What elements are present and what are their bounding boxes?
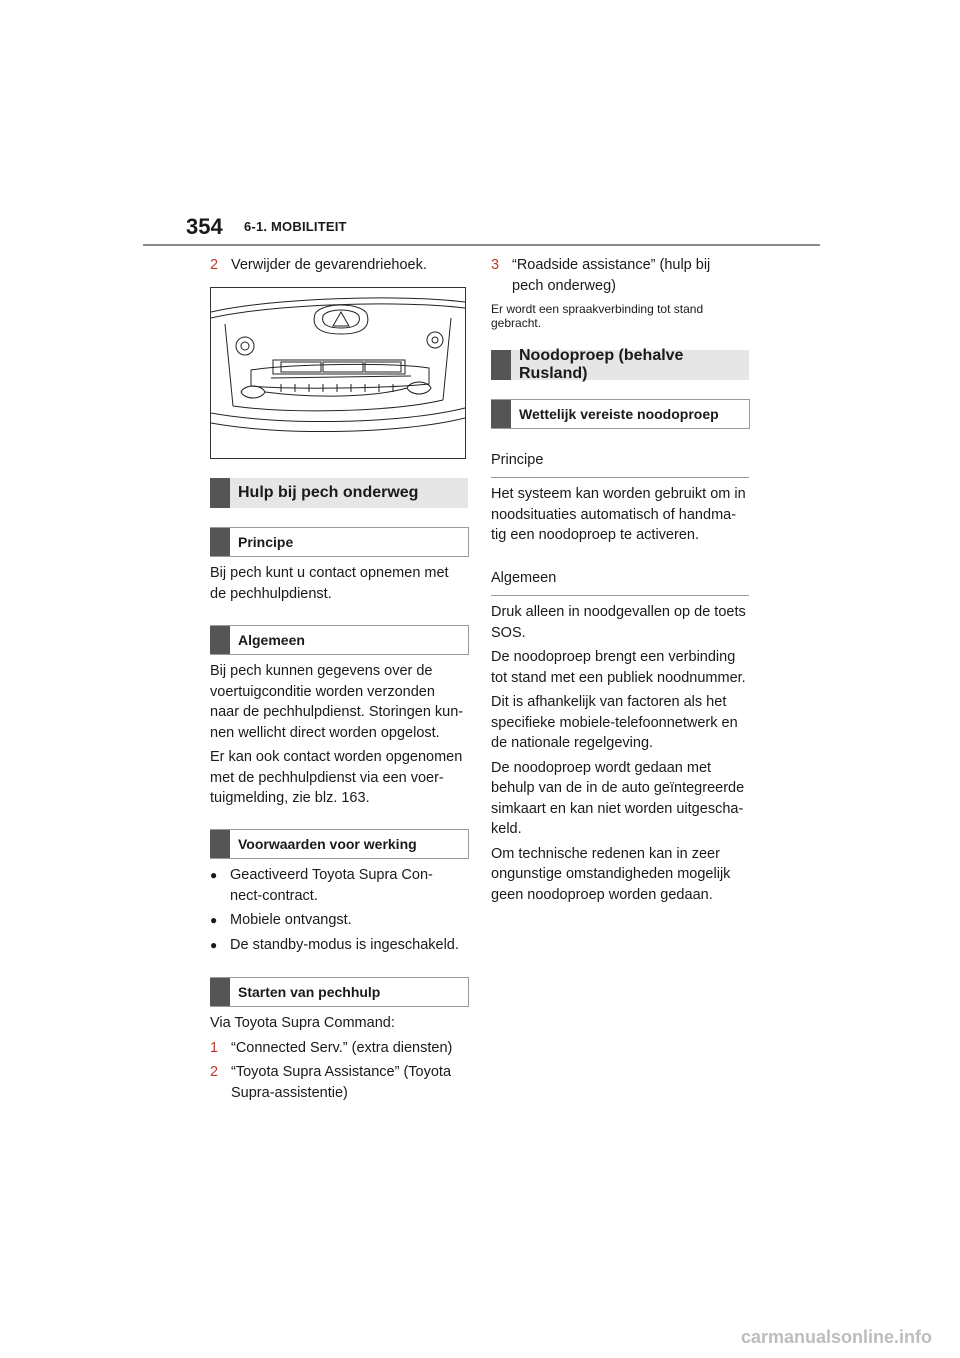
- step-text: Verwijder de gevarendriehoek.: [231, 257, 427, 273]
- chapter-label: 6-1. MOBILITEIT: [244, 219, 347, 234]
- subheader-voorwaarden: [210, 829, 469, 859]
- header-divider: [143, 244, 820, 246]
- paragraph: [491, 758, 753, 840]
- subsection-title: Starten van pechhulp: [238, 984, 381, 1000]
- text-line: de nationale regelgeving.: [491, 735, 654, 751]
- starten-instructions: [210, 1013, 472, 1103]
- text-line: tuigmelding, zie blz. 163.: [210, 790, 370, 806]
- list-item: [210, 865, 472, 906]
- step-2-supra-assistance: [210, 1062, 472, 1103]
- text-line: Er wordt een spraakverbinding tot stand: [491, 302, 704, 316]
- step-number: 2: [210, 1064, 219, 1080]
- text-line: simkaart en kan niet worden uitgescha-: [491, 800, 744, 817]
- subsection-marker: [491, 400, 511, 428]
- subsection-marker: [210, 626, 230, 654]
- section-header-breakdown-help: [210, 478, 468, 508]
- subsection-marker: [210, 830, 230, 858]
- list-item-text: Mobiele ontvangst.: [230, 912, 352, 928]
- text-line: SOS.: [491, 624, 526, 641]
- algemeen-paragraph-1: [210, 661, 472, 743]
- section-header-emergency-call: [491, 347, 749, 382]
- plain-header-title: Principe: [491, 452, 544, 468]
- page-number: 354: [186, 214, 223, 239]
- text-line: keld.: [491, 821, 522, 837]
- paragraph: [491, 844, 753, 906]
- subsection-title: Wettelijk vereiste noodoproep: [519, 406, 719, 422]
- text-line: specifieke mobiele-telefoonnetwerk en: [491, 714, 738, 731]
- trunk-illustration-svg: [211, 288, 465, 458]
- text-line: tot stand met een publiek noodnummer.: [491, 669, 746, 686]
- text-line: de pechhulpdienst.: [210, 585, 332, 602]
- subheader-starten: [210, 977, 469, 1007]
- step-3-roadside-assistance: [491, 255, 753, 296]
- plain-header-title: Algemeen: [491, 570, 557, 586]
- text-line: voertuigconditie worden verzonden: [210, 683, 435, 700]
- text-line: pech onderweg): [512, 277, 616, 294]
- plain-header-algemeen: [491, 570, 749, 596]
- text-line: behulp van de in de auto geïntegreerde: [491, 780, 745, 796]
- text-line: “Roadside assistance” (hulp bij: [512, 257, 711, 273]
- section-title: Noodoproep (behalve Rusland): [519, 347, 684, 382]
- step-number: 1: [210, 1039, 219, 1056]
- text-line: naar de pechhulpdienst. Storingen kun-: [210, 704, 464, 720]
- bullet-icon: ●: [210, 913, 218, 927]
- principe-paragraph: [491, 484, 753, 546]
- subsection-title: Algemeen: [238, 632, 305, 648]
- plain-header-principe: [491, 452, 749, 478]
- subsection-title: Voorwaarden voor werking: [238, 836, 417, 852]
- list-item: [210, 910, 472, 931]
- step-number: 2: [210, 257, 219, 273]
- step-2-remove-triangle: [210, 255, 470, 276]
- text-line: Er kan ook contact worden opgenomen: [210, 749, 463, 765]
- principe-paragraph: [210, 563, 472, 604]
- subheader-algemeen: [210, 625, 469, 655]
- text-line: Supra-assistentie): [231, 1084, 348, 1101]
- text-line: tig een noodoproep te activeren.: [491, 527, 699, 543]
- text-line: ongunstige omstandigheden mogelijk: [491, 866, 731, 882]
- text-line: noodsituaties automatisch of handma-: [491, 506, 737, 523]
- list-item-text: De standby-modus is ingeschakeld.: [230, 936, 459, 953]
- paragraph: [491, 692, 753, 754]
- text-line: Bij pech kunt u contact opnemen met: [210, 565, 449, 581]
- algemeen-paragraphs: [491, 602, 753, 905]
- step-number: 3: [491, 257, 500, 273]
- section-marker: [491, 350, 511, 380]
- list-item-text: [230, 865, 433, 906]
- step-text: [231, 1062, 451, 1103]
- text-line: geen noodoproep worden gedaan.: [491, 886, 713, 903]
- algemeen-paragraph-2: [210, 747, 472, 809]
- intro-text: Via Toyota Supra Command:: [210, 1015, 395, 1031]
- watermark: carmanualsonline.info: [740, 1327, 932, 1347]
- voice-connection-note: [491, 302, 753, 330]
- subsection-marker: [210, 978, 230, 1006]
- step-text: “Connected Serv.” (extra diensten): [231, 1039, 453, 1056]
- bullet-icon: ●: [210, 868, 218, 882]
- text-line: De noodoproep brengt een verbinding: [491, 649, 736, 665]
- text-line: “Toyota Supra Assistance” (Toyota: [231, 1064, 452, 1080]
- step-text: [512, 255, 710, 296]
- bullet-icon: ●: [210, 937, 218, 952]
- text-line: gebracht.: [491, 316, 542, 330]
- text-line: Geactiveerd Toyota Supra Con-: [230, 867, 433, 883]
- trunk-triangle-illustration: [210, 287, 466, 459]
- section-title: Hulp bij pech onderweg: [238, 484, 419, 501]
- text-line: Bij pech kunnen gegevens over de: [210, 663, 433, 679]
- paragraph: [491, 602, 753, 643]
- subsection-marker: [210, 528, 230, 556]
- text-line: Om technische redenen kan in zeer: [491, 845, 720, 862]
- list-item: [210, 935, 472, 956]
- text-line: nect-contract.: [230, 887, 318, 904]
- text-line: Dit is afhankelijk van factoren als het: [491, 694, 727, 710]
- text-line: De noodoproep wordt gedaan met: [491, 759, 712, 776]
- subheader-legal-emergency-call: [491, 399, 750, 429]
- subsection-title: Principe: [238, 534, 294, 550]
- text-line: Het systeem kan worden gebruikt om in: [491, 486, 746, 502]
- text-line: nen wellicht direct worden opgelost.: [210, 724, 440, 741]
- text-line: Druk alleen in noodgevallen op de toets: [491, 604, 746, 620]
- text-line: met de pechhulpdienst via een voer-: [210, 769, 444, 786]
- step-1-connected-serv: [210, 1038, 472, 1059]
- section-marker: [210, 478, 230, 508]
- subheader-principe: [210, 527, 469, 557]
- voorwaarden-list: [210, 865, 472, 955]
- paragraph: [491, 647, 753, 688]
